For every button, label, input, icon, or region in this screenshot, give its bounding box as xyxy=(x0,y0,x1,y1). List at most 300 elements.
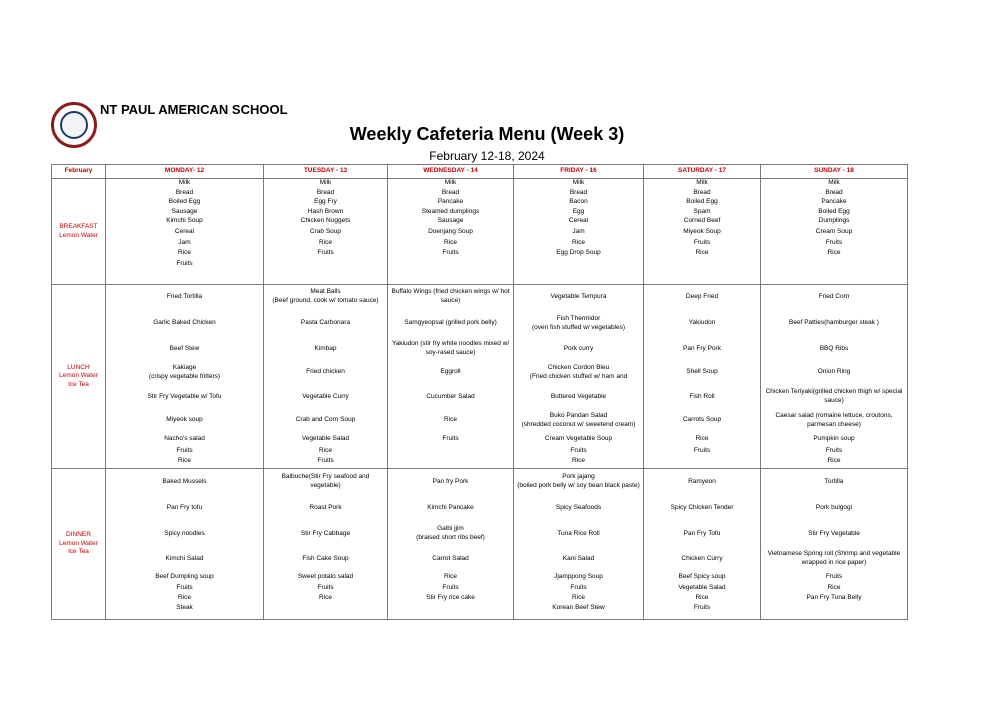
dinner-day-5-items xyxy=(646,469,758,613)
menu-item xyxy=(108,226,261,238)
menu-item xyxy=(646,495,758,521)
menu-item xyxy=(390,226,511,238)
menu-item-text: Jjamppong Soup xyxy=(554,572,603,580)
school-name: NT PAUL AMERICAN SCHOOL xyxy=(100,102,288,117)
menu-item xyxy=(763,495,905,521)
menu-item xyxy=(390,188,511,197)
menu-item-text: Rice xyxy=(695,434,709,442)
day-header: SATURDAY - 17 xyxy=(644,165,761,179)
menu-item-text: Tortilla xyxy=(824,477,844,485)
menu-item xyxy=(763,385,905,409)
menu-item xyxy=(516,583,641,593)
menu-item-text: Korean Beef Stew xyxy=(552,603,605,611)
menu-item-text: Rice xyxy=(695,593,709,601)
menu-item xyxy=(516,469,641,495)
menu-item-text: Milk xyxy=(696,179,708,187)
menu-item xyxy=(108,409,261,432)
dinner-day-6-cell xyxy=(761,469,908,620)
menu-item-text: Onion Ring xyxy=(817,368,851,376)
menu-item xyxy=(108,207,261,216)
menu-item xyxy=(516,338,641,360)
breakfast-day-3-cell xyxy=(388,179,514,285)
menu-item-text: Boiled Egg xyxy=(818,207,850,215)
dinner-day-4-cell xyxy=(514,469,644,620)
menu-item xyxy=(108,385,261,409)
menu-item-text: Bread xyxy=(316,188,335,196)
menu-item xyxy=(646,469,758,495)
menu-item xyxy=(763,456,905,466)
menu-item xyxy=(516,238,641,248)
menu-item-text: Beef Dumpling soup xyxy=(155,572,214,580)
menu-item-text: Bread xyxy=(175,188,194,196)
menu-item-text: Garlic Baked Chicken xyxy=(153,319,216,327)
menu-item xyxy=(646,309,758,338)
menu-item xyxy=(108,309,261,338)
menu-item-text: Carrot Salad xyxy=(432,554,469,562)
menu-item-text: Chicken Cordon Bleu (Fried chicken stuffed w/ ham and xyxy=(529,363,628,380)
menu-item-text: Fruits xyxy=(693,238,711,246)
menu-item-text: Pork jajang (boiled pork belly w/ soy bean black paste) xyxy=(517,473,640,489)
menu-item-text: Sweet potato salad xyxy=(297,572,354,580)
menu-item xyxy=(516,495,641,521)
menu-item-text: Milk xyxy=(319,179,332,187)
menu-item xyxy=(266,360,385,385)
menu-item-text: Rice xyxy=(177,248,191,256)
lunch-row xyxy=(52,285,908,469)
menu-item-text: Carrots Soup xyxy=(682,416,722,424)
lunch-day-1-items xyxy=(108,285,261,466)
menu-item xyxy=(763,469,905,495)
menu-item-text: Buttered Vegetable xyxy=(550,392,607,400)
breakfast-day-5-items xyxy=(646,179,758,258)
menu-item xyxy=(266,207,385,216)
menu-item xyxy=(763,248,905,258)
menu-item xyxy=(266,495,385,521)
breakfast-label-cell xyxy=(52,179,106,285)
dinner-label: DINNER xyxy=(66,531,91,539)
menu-item-text: Cream Vegetable Soup xyxy=(544,434,613,442)
menu-item xyxy=(516,593,641,603)
menu-item-text: Rice xyxy=(571,593,585,601)
menu-item-text: Spicy Seafoods xyxy=(555,503,602,511)
menu-item xyxy=(763,583,905,593)
menu-item-text: Crab Soup xyxy=(309,227,342,235)
menu-item-text: Steak xyxy=(176,603,193,611)
dinner-label-cell xyxy=(52,469,106,620)
menu-item xyxy=(516,188,641,197)
menu-item-text: Bread xyxy=(441,188,460,196)
menu-item xyxy=(108,217,261,226)
menu-item-text: Samgyeopsal (grilled pork belly) xyxy=(404,319,497,327)
menu-item xyxy=(390,469,511,495)
menu-item-text: Rice xyxy=(827,248,841,256)
day-header: MONDAY- 12 xyxy=(106,165,264,179)
menu-item xyxy=(266,179,385,188)
menu-item-text: Fruits xyxy=(317,248,334,256)
menu-item xyxy=(390,446,511,456)
menu-item xyxy=(266,547,385,571)
breakfast-row xyxy=(52,179,908,285)
menu-item xyxy=(646,238,758,248)
menu-item-text: Ramyeon xyxy=(688,477,716,485)
menu-item-text: Buffalo Wings (fried chicken wings w/ hot sauce) xyxy=(391,288,510,304)
menu-item-text: Vegetable Salad xyxy=(301,434,350,442)
menu-item xyxy=(390,285,511,309)
menu-item-text: Yakiudon xyxy=(688,319,716,327)
menu-item-text: Fruits xyxy=(176,259,193,267)
menu-item-text: Bread xyxy=(569,188,588,196)
menu-item-text: Vegetable Salad xyxy=(678,583,726,591)
menu-item-text: Fish Cake Soup xyxy=(302,554,349,562)
menu-item-text: Egg Drop Soup xyxy=(556,248,601,256)
menu-item xyxy=(108,258,261,270)
menu-item-text: Rice xyxy=(827,583,841,591)
menu-item-text: Vietnamese Spring roll (Shrimp and vegetable wrapped in rice paper) xyxy=(767,550,901,566)
menu-item-text: Spicy Chicken Tender xyxy=(670,503,734,511)
menu-item xyxy=(390,217,511,226)
menu-item xyxy=(763,285,905,309)
menu-item-text: Pan Fry Tofu xyxy=(683,529,721,537)
menu-item xyxy=(516,198,641,207)
menu-item-text: Sausage xyxy=(437,216,464,224)
menu-item xyxy=(108,285,261,309)
breakfast-day-2-cell xyxy=(264,179,388,285)
breakfast-day-2-items xyxy=(266,179,385,258)
menu-item xyxy=(516,217,641,226)
menu-item-text: Pan fry Pork xyxy=(432,477,469,485)
menu-item-text: Cereal xyxy=(174,227,195,235)
menu-item xyxy=(646,583,758,593)
menu-item-text: Nacho's salad xyxy=(164,434,205,442)
menu-item xyxy=(763,188,905,197)
menu-item xyxy=(108,179,261,188)
menu-item xyxy=(390,248,511,258)
menu-item xyxy=(390,521,511,547)
menu-item xyxy=(266,593,385,603)
lunch-label-cell xyxy=(52,285,106,469)
menu-item xyxy=(763,207,905,216)
lunch-day-2-cell xyxy=(264,285,388,469)
dinner-day-5-cell xyxy=(644,469,761,620)
dinner-day-6-items xyxy=(763,469,905,613)
menu-item-text: Bacon xyxy=(569,198,588,206)
menu-item xyxy=(646,338,758,360)
menu-item-text: Kimchi Soup xyxy=(166,216,203,224)
menu-item xyxy=(763,360,905,385)
menu-item-text: Milk xyxy=(572,179,585,187)
menu-item xyxy=(646,248,758,258)
menu-item xyxy=(516,385,641,409)
menu-item xyxy=(763,571,905,583)
breakfast-day-4-cell xyxy=(514,179,644,285)
menu-item xyxy=(266,385,385,409)
menu-item xyxy=(516,571,641,583)
dinner-day-2-cell xyxy=(264,469,388,620)
menu-item-text: Fruits xyxy=(176,583,193,591)
lunch-drink-2: Ice Tea xyxy=(68,380,89,388)
menu-item xyxy=(763,338,905,360)
dinner-day-3-items xyxy=(390,469,511,613)
menu-item xyxy=(390,179,511,188)
menu-item-text: Rice xyxy=(318,593,332,601)
menu-item-text: Steamed dumplings xyxy=(421,207,480,215)
menu-item xyxy=(646,207,758,216)
breakfast-day-3-items xyxy=(390,179,511,258)
menu-item xyxy=(763,547,905,571)
page-title xyxy=(0,124,1000,145)
menu-item-text: Doenjang Soup xyxy=(428,227,473,235)
menu-item xyxy=(266,198,385,207)
menu-item-text: Pasta Carbonara xyxy=(300,319,351,327)
menu-item-text: Milk xyxy=(828,179,840,187)
menu-item xyxy=(516,285,641,309)
lunch-label: LUNCH xyxy=(67,363,90,371)
menu-item xyxy=(108,446,261,456)
menu-item xyxy=(646,521,758,547)
menu-item xyxy=(108,248,261,258)
menu-item xyxy=(646,226,758,238)
menu-item-text: Pancake xyxy=(821,198,847,206)
menu-item xyxy=(516,603,641,613)
date-range-text: February 12-18, 2024 xyxy=(429,149,545,163)
menu-item xyxy=(108,521,261,547)
breakfast-day-5-cell xyxy=(644,179,761,285)
menu-item-text: Rice xyxy=(443,416,457,424)
breakfast-day-1-items xyxy=(108,179,261,270)
menu-item xyxy=(646,547,758,571)
menu-item xyxy=(390,198,511,207)
menu-item xyxy=(266,446,385,456)
menu-item xyxy=(266,285,385,309)
menu-item-text: Rice xyxy=(443,238,457,246)
menu-item-text: Rice xyxy=(177,593,191,601)
menu-item-text: Shell Soup xyxy=(686,368,718,376)
menu-item-text: Stir Fry Vegetable w/ Tofu xyxy=(147,392,222,400)
month-header: February xyxy=(52,165,106,179)
menu-item-text: Pork bulgogi xyxy=(815,503,853,511)
menu-item-text: Yakiudon (stir fry white noodles mixed w/ soy-rased sauce) xyxy=(391,340,510,356)
menu-item xyxy=(390,456,511,466)
breakfast-day-6-items xyxy=(763,179,905,258)
menu-item xyxy=(266,217,385,226)
date-range xyxy=(0,149,1000,163)
menu-item xyxy=(390,409,511,432)
menu-item xyxy=(390,547,511,571)
menu-item-text: Rice xyxy=(827,456,841,464)
menu-item xyxy=(646,360,758,385)
menu-item-text: Fruits xyxy=(317,456,334,464)
menu-item xyxy=(108,338,261,360)
breakfast-day-1-cell xyxy=(106,179,264,285)
menu-item-text: Fruits xyxy=(825,446,843,454)
menu-item-text: Rice xyxy=(443,572,457,580)
menu-item xyxy=(646,198,758,207)
menu-item-text: Bread xyxy=(825,188,843,196)
menu-item xyxy=(390,360,511,385)
menu-item xyxy=(266,238,385,248)
menu-item-text: Fruits xyxy=(317,583,334,591)
menu-item xyxy=(266,603,385,613)
menu-item xyxy=(763,521,905,547)
menu-item xyxy=(516,360,641,385)
menu-item xyxy=(516,226,641,238)
menu-item xyxy=(390,583,511,593)
menu-item xyxy=(390,309,511,338)
menu-item-text: Cream Soup xyxy=(815,227,853,235)
lunch-day-4-cell xyxy=(514,285,644,469)
menu-item-text: Kimchi Salad xyxy=(165,554,204,562)
menu-item-text: Miyeok soup xyxy=(166,416,203,424)
menu-item xyxy=(763,593,905,603)
menu-item xyxy=(390,207,511,216)
menu-item-text: Jam xyxy=(178,238,191,246)
menu-item xyxy=(763,446,905,456)
menu-item-text: Pan Fry Pork xyxy=(683,344,721,352)
menu-item-text: Boiled Egg xyxy=(686,198,718,206)
menu-item-text: Kakiage (crispy vegetable fritters) xyxy=(148,363,221,380)
menu-item xyxy=(390,603,511,613)
menu-item xyxy=(266,409,385,432)
menu-item-text: Rice xyxy=(695,248,709,256)
menu-item xyxy=(108,547,261,571)
menu-item xyxy=(108,495,261,521)
menu-table xyxy=(51,164,908,620)
menu-item xyxy=(646,217,758,226)
lunch-day-5-items xyxy=(646,285,758,466)
menu-item-text: Fruits xyxy=(442,248,459,256)
menu-item-text: BBQ Ribs xyxy=(819,344,849,352)
menu-item xyxy=(646,593,758,603)
dinner-row xyxy=(52,469,908,620)
menu-item xyxy=(646,409,758,432)
menu-item xyxy=(390,238,511,248)
menu-item-text: Spicy noodles xyxy=(164,529,205,537)
menu-item xyxy=(763,217,905,226)
menu-item xyxy=(266,521,385,547)
menu-item xyxy=(646,446,758,456)
menu-item xyxy=(108,456,261,466)
lunch-day-4-items xyxy=(516,285,641,466)
menu-item xyxy=(108,188,261,197)
menu-item-text: Pan Fry tofu xyxy=(166,503,203,511)
menu-item-text: Meat Balls (Beef ground, cook w/ tomato sauce) xyxy=(272,288,379,304)
breakfast-drink: Lemon Water xyxy=(59,231,98,239)
menu-item-text: Fried chicken xyxy=(306,368,345,376)
menu-item-text: Roast Pork xyxy=(309,503,342,511)
menu-item-text: Fruits xyxy=(570,446,587,454)
lunch-drink-1: Lemon Water xyxy=(59,372,98,380)
menu-item-text: Fish Thermidor (oven fish stuffed w/ vegetables) xyxy=(531,314,626,331)
menu-item xyxy=(390,593,511,603)
menu-item-text: Tuna Rice Roll xyxy=(557,529,600,537)
lunch-day-6-items xyxy=(763,285,905,466)
menu-item xyxy=(266,469,385,495)
menu-item xyxy=(266,432,385,446)
menu-item-text: Stir Fry Vegetable xyxy=(808,529,860,537)
menu-item-text: Chicken Curry xyxy=(681,554,723,562)
menu-item xyxy=(763,309,905,338)
menu-item-text: Sausage xyxy=(171,207,198,215)
menu-item-text: Vegetable Tempura xyxy=(550,292,607,300)
dinner-day-2-items xyxy=(266,469,385,613)
menu-item xyxy=(390,495,511,521)
menu-item xyxy=(763,432,905,446)
menu-item xyxy=(266,226,385,238)
menu-item xyxy=(516,446,641,456)
menu-item xyxy=(763,226,905,238)
menu-item-text: Fruits xyxy=(693,446,711,454)
menu-item xyxy=(646,385,758,409)
menu-item-text: Stir Fry Cabbage xyxy=(300,529,351,537)
menu-item-text: Kimbap xyxy=(314,344,337,352)
menu-item xyxy=(763,179,905,188)
menu-item-text: Stir Fry rice cake xyxy=(426,593,475,601)
menu-item-text: Milk xyxy=(444,179,457,187)
menu-item xyxy=(266,338,385,360)
dinner-day-1-cell xyxy=(106,469,264,620)
menu-item-text: Bread xyxy=(693,188,711,196)
menu-item-text: Dumplings xyxy=(818,216,850,224)
menu-item-text: Balbuche(Stir Fry seafood and vegetable) xyxy=(281,473,370,489)
menu-item xyxy=(646,179,758,188)
dinner-drink-1: Lemon Water xyxy=(59,539,98,547)
menu-item-text: Beef Patties(hamburger steak ) xyxy=(789,319,879,327)
menu-item xyxy=(646,456,758,466)
day-header: WEDNESDAY - 14 xyxy=(388,165,514,179)
menu-item xyxy=(516,432,641,446)
menu-item-text: Fruits xyxy=(442,583,459,591)
menu-item-text: Baked Mussels xyxy=(162,477,207,485)
menu-item xyxy=(516,547,641,571)
menu-item-text: Rice xyxy=(571,238,585,246)
menu-item xyxy=(108,360,261,385)
menu-item-text: Egg Fry xyxy=(314,198,337,206)
menu-item xyxy=(108,571,261,583)
breakfast-day-4-items xyxy=(516,179,641,258)
menu-item-text: Kimchi Pancake xyxy=(427,503,474,511)
page-title-text: Weekly Cafeteria Menu (Week 3) xyxy=(349,124,625,144)
menu-item-text: Kani Salad xyxy=(562,554,595,562)
menu-item xyxy=(516,409,641,432)
menu-item xyxy=(646,432,758,446)
menu-item-text: Egg xyxy=(572,207,585,215)
menu-item xyxy=(646,571,758,583)
menu-item xyxy=(108,593,261,603)
menu-item-text: Hash Brown xyxy=(307,207,344,215)
lunch-day-6-cell xyxy=(761,285,908,469)
menu-item-text: Fruits xyxy=(442,434,459,442)
menu-item-text: Rice xyxy=(318,238,332,246)
menu-item-text: Corned Beef xyxy=(683,216,721,224)
menu-item-text: Vegetable Curry xyxy=(302,392,349,400)
lunch-day-2-items xyxy=(266,285,385,466)
menu-item-text: Cereal xyxy=(568,216,589,224)
day-header: FRIDAY - 16 xyxy=(514,165,644,179)
menu-item-text: Beef Stew xyxy=(169,344,200,352)
menu-item xyxy=(390,432,511,446)
menu-item-text: Pumpkin soup xyxy=(813,434,855,442)
menu-item-text: Cucumber Salad xyxy=(426,392,475,400)
menu-item-text: Pork curry xyxy=(563,344,594,352)
menu-item-text: Chicken Nuggets xyxy=(300,216,351,224)
menu-item-text: Miyeok Soup xyxy=(683,227,721,235)
menu-item xyxy=(390,385,511,409)
menu-item-text: Boiled Egg xyxy=(168,198,201,206)
menu-item-text: Rice xyxy=(571,456,585,464)
menu-item xyxy=(108,583,261,593)
menu-item xyxy=(516,248,641,258)
menu-item xyxy=(763,603,905,613)
